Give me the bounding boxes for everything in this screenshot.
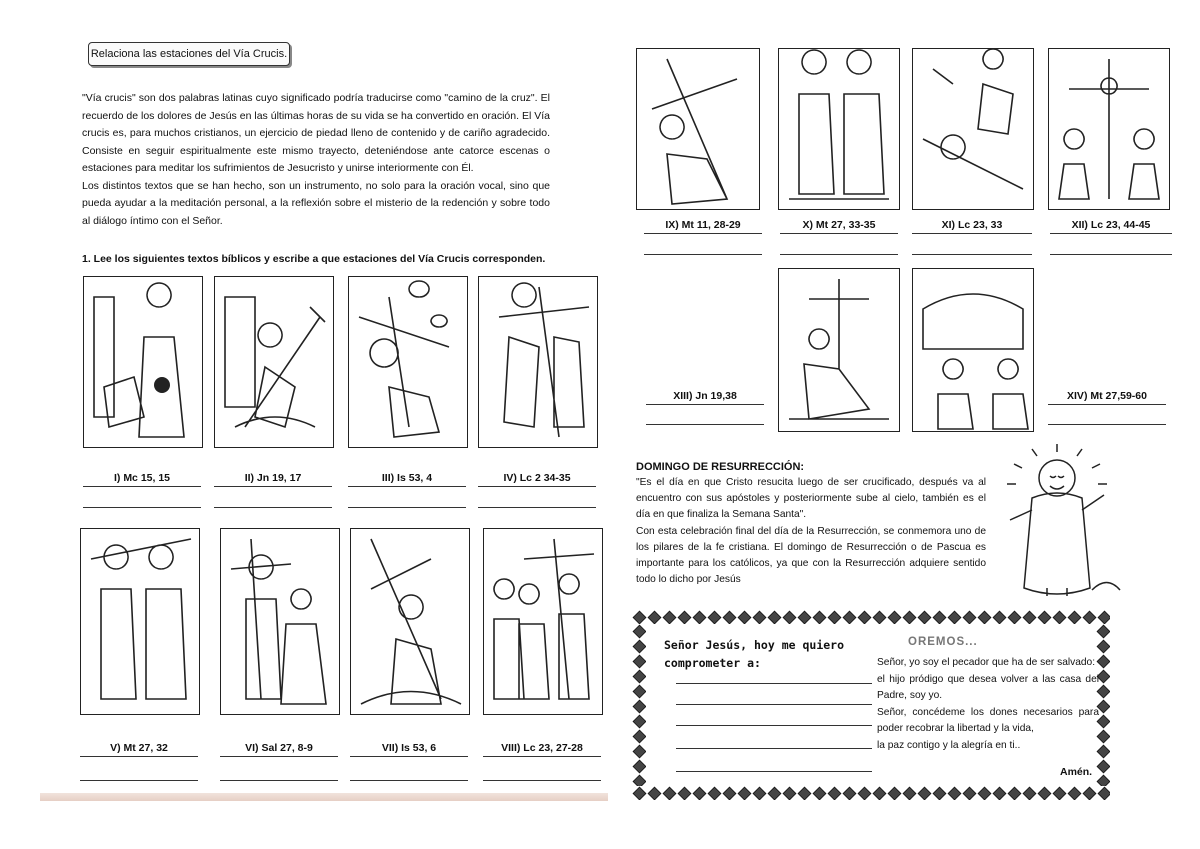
decorative-border-left [632, 624, 646, 786]
border-diamond-icon [708, 611, 722, 624]
stripped-of-garments-drawing [779, 49, 899, 209]
border-diamond-icon [753, 611, 767, 624]
answer-line-14[interactable] [1048, 424, 1166, 425]
border-diamond-icon [993, 611, 1007, 624]
oremos-heading: OREMOS... [908, 636, 978, 648]
border-diamond-icon [768, 787, 782, 800]
border-diamond-icon [1098, 611, 1110, 624]
veronica-drawing [221, 529, 339, 714]
border-diamond-icon [633, 787, 647, 800]
station-13-illustration [778, 268, 900, 432]
border-diamond-icon [753, 787, 767, 800]
station-1-illustration [83, 276, 203, 448]
decorative-border-top [632, 610, 1110, 624]
answer-line-13[interactable] [646, 424, 764, 425]
border-diamond-icon [633, 730, 646, 744]
border-diamond-icon [738, 787, 752, 800]
border-diamond-icon [918, 611, 932, 624]
border-diamond-icon [828, 611, 842, 624]
commitment-line-3[interactable] [676, 725, 872, 726]
domingo-text [636, 475, 986, 588]
commitment-line-1[interactable] [676, 683, 872, 684]
border-diamond-icon [798, 787, 812, 800]
simon-helps-drawing [81, 529, 199, 714]
intro-text [82, 90, 550, 230]
taken-down-drawing [779, 269, 899, 431]
prayer-line-1: Señor, yo soy el pecador que ha de ser salvado: [877, 657, 1096, 668]
border-diamond-icon [1008, 611, 1022, 624]
border-diamond-icon [633, 685, 646, 699]
answer-line-10[interactable] [780, 254, 898, 255]
border-diamond-icon [738, 611, 752, 624]
border-diamond-icon [1083, 611, 1097, 624]
station-5-ref: V) Mt 27, 32 [80, 742, 198, 757]
answer-line-9[interactable] [644, 254, 762, 255]
border-diamond-icon [723, 611, 737, 624]
station-7-ref: VII) Is 53, 6 [350, 742, 468, 757]
border-diamond-icon [798, 611, 812, 624]
border-diamond-icon [978, 611, 992, 624]
station-2-illustration [214, 276, 334, 448]
border-diamond-icon [843, 611, 857, 624]
border-diamond-icon [978, 787, 992, 800]
border-diamond-icon [813, 611, 827, 624]
station-1-ref: I) Mc 15, 15 [83, 472, 201, 487]
commitment-heading: Señor Jesús, hoy me quiero comprometer a: [664, 638, 845, 670]
station-6-illustration [220, 528, 340, 715]
station-4-ref: IV) Lc 2 34-35 [478, 472, 596, 487]
border-diamond-icon [873, 611, 887, 624]
border-diamond-icon [633, 625, 646, 639]
first-fall-drawing [349, 277, 467, 447]
border-diamond-icon [633, 745, 646, 759]
commitment-line-4[interactable] [676, 748, 872, 749]
border-diamond-icon [1097, 625, 1110, 639]
station-5-illustration [80, 528, 200, 715]
station-9-illustration [636, 48, 760, 210]
station-6-ref: VI) Sal 27, 8-9 [220, 742, 338, 757]
amen-text: Amén. [1060, 766, 1093, 778]
crucifixion-drawing [1049, 49, 1169, 209]
station-8-ref: VIII) Lc 23, 27-28 [483, 742, 601, 757]
border-diamond-icon [903, 611, 917, 624]
station-11-illustration [912, 48, 1034, 210]
border-diamond-icon [768, 611, 782, 624]
border-diamond-icon [828, 787, 842, 800]
page-footer-strip [40, 793, 608, 801]
border-diamond-icon [993, 787, 1007, 800]
answer-line-8[interactable] [483, 780, 601, 781]
border-diamond-icon [633, 640, 646, 654]
border-diamond-icon [633, 655, 646, 669]
border-diamond-icon [633, 760, 646, 774]
border-diamond-icon [633, 715, 646, 729]
border-diamond-icon [633, 700, 646, 714]
border-diamond-icon [678, 611, 692, 624]
border-diamond-icon [1038, 611, 1052, 624]
answer-line-11[interactable] [912, 254, 1032, 255]
border-diamond-icon [693, 787, 707, 800]
meets-mother-drawing [479, 277, 597, 447]
burial-drawing [913, 269, 1033, 431]
border-diamond-icon [858, 611, 872, 624]
border-diamond-icon [1097, 775, 1110, 786]
decorative-border-bottom [632, 786, 1110, 800]
border-diamond-icon [1053, 787, 1067, 800]
prayer-line-3: Señor, concédeme los dones necesarios para poder recobrar la libertad y la vida, [877, 706, 1099, 734]
border-diamond-icon [633, 775, 646, 786]
intro-paragraph-2: Los distintos textos que se han hecho, son un instrumento, no solo para la oración vocal, sino que pueda ayudar a la meditación personal, a la reflexión sobre el misterio de la redención y sobre todo al diálogo íntimo con el Señor. [82, 179, 550, 227]
border-diamond-icon [933, 787, 947, 800]
station-4-illustration [478, 276, 598, 448]
border-diamond-icon [783, 787, 797, 800]
question-1: 1. Lee los siguientes textos bíblicos y escribe a que estaciones del Vía Crucis corresponden. [82, 253, 546, 265]
nailed-to-cross-drawing [913, 49, 1033, 209]
border-diamond-icon [633, 611, 647, 624]
station-3-ref: III) Is 53, 4 [348, 472, 466, 487]
border-diamond-icon [708, 787, 722, 800]
border-diamond-icon [1097, 760, 1110, 774]
station-11-ref: XI) Lc 23, 33 [912, 219, 1032, 234]
station-10-ref: X) Mt 27, 33-35 [780, 219, 898, 234]
station-3-illustration [348, 276, 468, 448]
condemnation-scene-drawing [84, 277, 202, 447]
answer-line-1[interactable] [83, 507, 201, 508]
answer-line-7[interactable] [350, 780, 468, 781]
third-fall-drawing [637, 49, 759, 209]
station-13-ref: XIII) Jn 19,38 [646, 390, 764, 405]
border-diamond-icon [858, 787, 872, 800]
border-diamond-icon [1053, 611, 1067, 624]
station-2-ref: II) Jn 19, 17 [214, 472, 332, 487]
border-diamond-icon [918, 787, 932, 800]
answer-line-4[interactable] [478, 507, 596, 508]
station-9-ref: IX) Mt 11, 28-29 [644, 219, 762, 234]
border-diamond-icon [663, 611, 677, 624]
border-diamond-icon [873, 787, 887, 800]
station-14-illustration [912, 268, 1034, 432]
border-diamond-icon [843, 787, 857, 800]
cross-carrying-drawing [215, 277, 333, 447]
domingo-paragraph-2: Con esta celebración final del día de la Resurrección, se conmemora uno de los pilares de la fe cristiana. El domingo de Resurrección o de Pascua es importante para los católicos, ya que con la Resurrección adquiere sentido todo lo dicho por Jesús [636, 525, 986, 586]
domingo-paragraph-1: "Es el día en que Cristo resucita luego de ser crucificado, después va al encuentro con sus apóstoles y posteriormente sube al cielo, también es el día en que finaliza la Semana Santa". [636, 477, 986, 521]
border-diamond-icon [1023, 787, 1037, 800]
station-14-ref: XIV) Mt 27,59-60 [1048, 390, 1166, 405]
border-diamond-icon [723, 787, 737, 800]
border-diamond-icon [648, 611, 662, 624]
border-diamond-icon [1008, 787, 1022, 800]
border-diamond-icon [693, 611, 707, 624]
women-of-jerusalem-drawing [484, 529, 602, 714]
border-diamond-icon [888, 611, 902, 624]
domingo-title: DOMINGO DE RESURRECCIÓN: [636, 461, 805, 473]
commitment-line-5[interactable] [676, 771, 872, 772]
border-diamond-icon [633, 670, 646, 684]
station-7-illustration [350, 528, 470, 715]
border-diamond-icon [903, 787, 917, 800]
worksheet-title: Relaciona las estaciones del Vía Crucis. [88, 42, 290, 66]
border-diamond-icon [948, 787, 962, 800]
commitment-line-2[interactable] [676, 704, 872, 705]
border-diamond-icon [1083, 787, 1097, 800]
border-diamond-icon [1038, 787, 1052, 800]
border-diamond-icon [783, 611, 797, 624]
border-diamond-icon [888, 787, 902, 800]
border-diamond-icon [648, 787, 662, 800]
answer-line-6[interactable] [220, 780, 338, 781]
border-diamond-icon [813, 787, 827, 800]
station-10-illustration [778, 48, 900, 210]
station-8-illustration [483, 528, 603, 715]
border-diamond-icon [1068, 611, 1082, 624]
border-diamond-icon [663, 787, 677, 800]
prayer-line-4: la paz contigo y la alegría en ti.. [877, 739, 1021, 751]
station-12-ref: XII) Lc 23, 44-45 [1050, 219, 1172, 234]
intro-paragraph-1: "Vía crucis" son dos palabras latinas cuyo significado podría traducirse como "camino de la cruz". El recuerdo de los dolores de Jesús en las últimas horas de su vida se ha convertido en oración. El Vía crucis es, para muchos cristianos, un ejercicio de piedad lleno de contenido y de cariño agradecido. Consiste en seguir espiritualmente este mismo trayecto, deteniéndose ante catorce escenas o estaciones para meditar los sufrimientos de Jesucristo y unirse interiormente con Él. [82, 92, 550, 174]
border-diamond-icon [1097, 640, 1110, 654]
border-diamond-icon [948, 611, 962, 624]
station-12-illustration [1048, 48, 1170, 210]
border-diamond-icon [963, 611, 977, 624]
answer-line-3[interactable] [348, 507, 466, 508]
risen-jesus-illustration [992, 440, 1122, 605]
answer-line-2[interactable] [214, 507, 332, 508]
second-fall-drawing [351, 529, 469, 714]
border-diamond-icon [933, 611, 947, 624]
answer-line-12[interactable] [1050, 254, 1172, 255]
risen-jesus-drawing [992, 440, 1122, 605]
border-diamond-icon [678, 787, 692, 800]
border-diamond-icon [963, 787, 977, 800]
border-diamond-icon [1098, 787, 1110, 800]
prayer-line-2: el hijo pródigo que desea volver a las casa del Padre, soy yo. [877, 673, 1099, 701]
right-page [620, 0, 1200, 849]
border-diamond-icon [1068, 787, 1082, 800]
border-diamond-icon [1023, 611, 1037, 624]
answer-line-5[interactable] [80, 780, 198, 781]
prayer-text [877, 655, 1099, 754]
